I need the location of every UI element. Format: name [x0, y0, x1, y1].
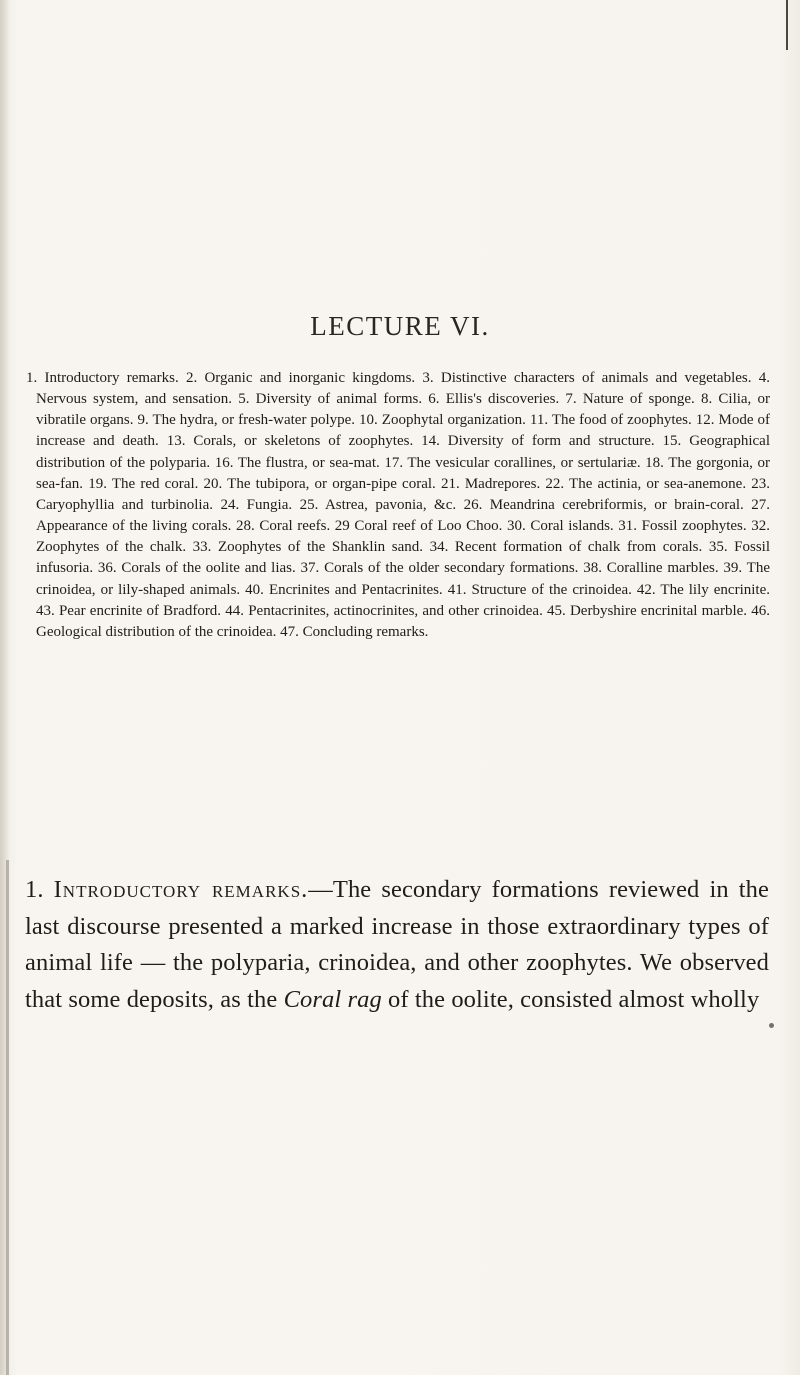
- section-title: Introductory remarks.: [53, 876, 309, 903]
- section-number: 1.: [25, 876, 44, 903]
- section-paragraph: [25, 872, 769, 1018]
- scan-edge-mark: [786, 0, 788, 50]
- lecture-heading: LECTURE VI.: [310, 311, 490, 341]
- section-body-after-italic: of the oolite, consisted almost wholly: [381, 985, 760, 1013]
- lecture-synopsis: 1. Introductory remarks. 2. Organic and inorganic kingdoms. 3. Distinctive characters of animals and vegetables. 4. Nervous system, and sensation. 5. Diversity of animal forms. 6. Ellis's discoveries. 7. Nature of sponge. 8. Cilia, or vibratile organs. 9. The hydra, or fresh-water polype. 10. Zoophytal organization. 11. The food of zoophytes. 12. Mode of increase and death. 13. Corals, or skeletons of zoophytes. 14. Diversity of form and structure. 15. Geographical distribution of the polyparia. 16. The flustra, or sea-mat. 17. The vesicular corallines, or sertulariæ. 18. The gorgonia, or sea-fan. 19. The red coral. 20. The tubipora, or organ-pipe coral. 21. Madrepores. 22. The actinia, or sea-anemone. 23. Caryophyllia and turbinolia. 24. Fungia. 25. Astrea, pavonia, &c. 26. Meandrina cerebriformis, or brain-coral. 27. Appearance of the living corals. 28. Coral reefs. 29 Coral reef of Loo Choo. 30. Coral islands. 31. Fossil zoophytes. 32. Zoophytes of the chalk. 33. Zoophytes of the Shanklin sand. 34. Recent formation of chalk from corals. 35. Fossil infusoria. 36. Corals of the oolite and lias. 37. Corals of the older secondary formations. 38. Coralline marbles. 39. The crinoidea, or lily-shaped animals. 40. Encrinites and Pentacrinites. 41. Structure of the crinoidea. 42. The lily encrinite. 43. Pear encrinite of Bradford. 44. Pentacrinites, actinocrinites, and other crinoidea. 45. Derbyshire encrinital marble. 46. Geological distribution of the crinoidea. 47. Concluding remarks.: [26, 370, 770, 640]
- section-body-before-italic: The secondary formations reviewed in the last discourse presented a marked increase in those extraordinary types of animal life — the polyparia, crinoidea, and other zoophytes. We observed that some deposits, as the: [25, 876, 770, 1013]
- binding-edge: [6, 860, 9, 1375]
- section-dash: —: [308, 876, 333, 903]
- section-italic-phrase: Coral rag: [283, 985, 382, 1013]
- paper-speck: [769, 1023, 774, 1028]
